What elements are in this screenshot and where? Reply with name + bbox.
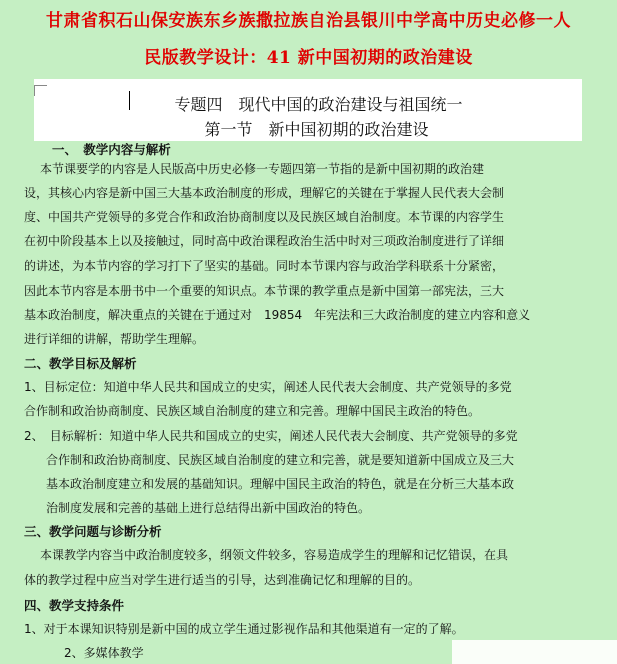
- paragraph-line: 设，其核心内容是新中国三大基本政治制度的形成，理解它的关键在于掌握人民代表大会制: [24, 186, 505, 200]
- paragraph-line: 2、 目标解析：知道中华人民共和国成立的史实，阐述人民代表大会制度、共产党领导的多党: [24, 429, 518, 443]
- paragraph-line: 的讲述，为本节内容的学习打下了坚实的基础。同时本节课内容与政治学科联系十分紧密，: [24, 259, 505, 273]
- paragraph-line: 2、多媒体教学: [64, 646, 144, 660]
- paragraph-line: 1、对于本课知识特别是新中国的成立学生通过影视作品和其他渠道有一定的了解。: [24, 622, 464, 636]
- paragraph-line: 合作制和政治协商制度、民族区域自治制度的建立和完善，就是要知道新中国成立及三大: [46, 453, 515, 467]
- paragraph-line: 合作制和政治协商制度、民族区域自治制度的建立和完善。理解中国民主政治的特色。: [24, 404, 481, 418]
- paragraph-line: 体的教学过程中应当对学生进行适当的引导，达到准确记忆和理解的目的。: [24, 573, 421, 587]
- section-2-heading: 二、教学目标及解析: [24, 356, 137, 371]
- paragraph-line: 基本政治制度，解决重点的关键在于通过对 19854 年宪法和三大政治制度的建立内容和意义: [24, 308, 531, 322]
- topic-heading: 专题四 现代中国的政治建设与祖国统一: [174, 95, 463, 114]
- section-heading: 第一节 新中国初期的政治建设: [204, 120, 429, 139]
- section-4-heading: 四、教学支持条件: [24, 598, 125, 613]
- paragraph-line: 进行详细的讲解，帮助学生理解。: [24, 332, 205, 346]
- section-3-heading: 三、教学问题与诊断分析: [24, 524, 162, 539]
- paragraph-line: 本课教学内容当中政治制度较多，纲领文件较多，容易造成学生的理解和记忆错误，在具: [40, 548, 509, 562]
- page-edge-highlight: [452, 640, 617, 664]
- paragraph-line: 1、目标定位：知道中华人民共和国成立的史实，阐述人民代表大会制度、共产党领导的多党: [24, 380, 512, 394]
- section-1-heading: 一、 教学内容与解析: [52, 142, 171, 157]
- paragraph-line: 因此本节内容是本册书中一个重要的知识点。本节课的教学重点是新中国第一部宪法，三大: [24, 284, 505, 298]
- paragraph-line: 治制度发展和完善的基础上进行总结得出新中国政治的特色。: [46, 501, 371, 515]
- document-title-line-1: 甘肃省积石山保安族东乡族撒拉族自治县银川中学高中历史必修一人: [46, 11, 571, 31]
- paragraph-line: 度、中国共产党领导的多党合作和政治协商制度以及民族区域自治制度。本节课的内容学生: [24, 210, 505, 224]
- document-title-line-2: 民版教学设计：41 新中国初期的政治建设: [144, 48, 473, 68]
- paragraph-line: 本节课要学的内容是人民版高中历史必修一专题四第一节指的是新中国初期的政治建: [40, 162, 485, 176]
- paragraph-line: 基本政治制度建立和发展的基础知识。理解中国民主政治的特色，就是在分析三大基本政: [46, 477, 515, 491]
- paragraph-line: 在初中阶段基本上以及接触过，同时高中政治课程政治生活中时对三项政治制度进行了详细: [24, 234, 505, 248]
